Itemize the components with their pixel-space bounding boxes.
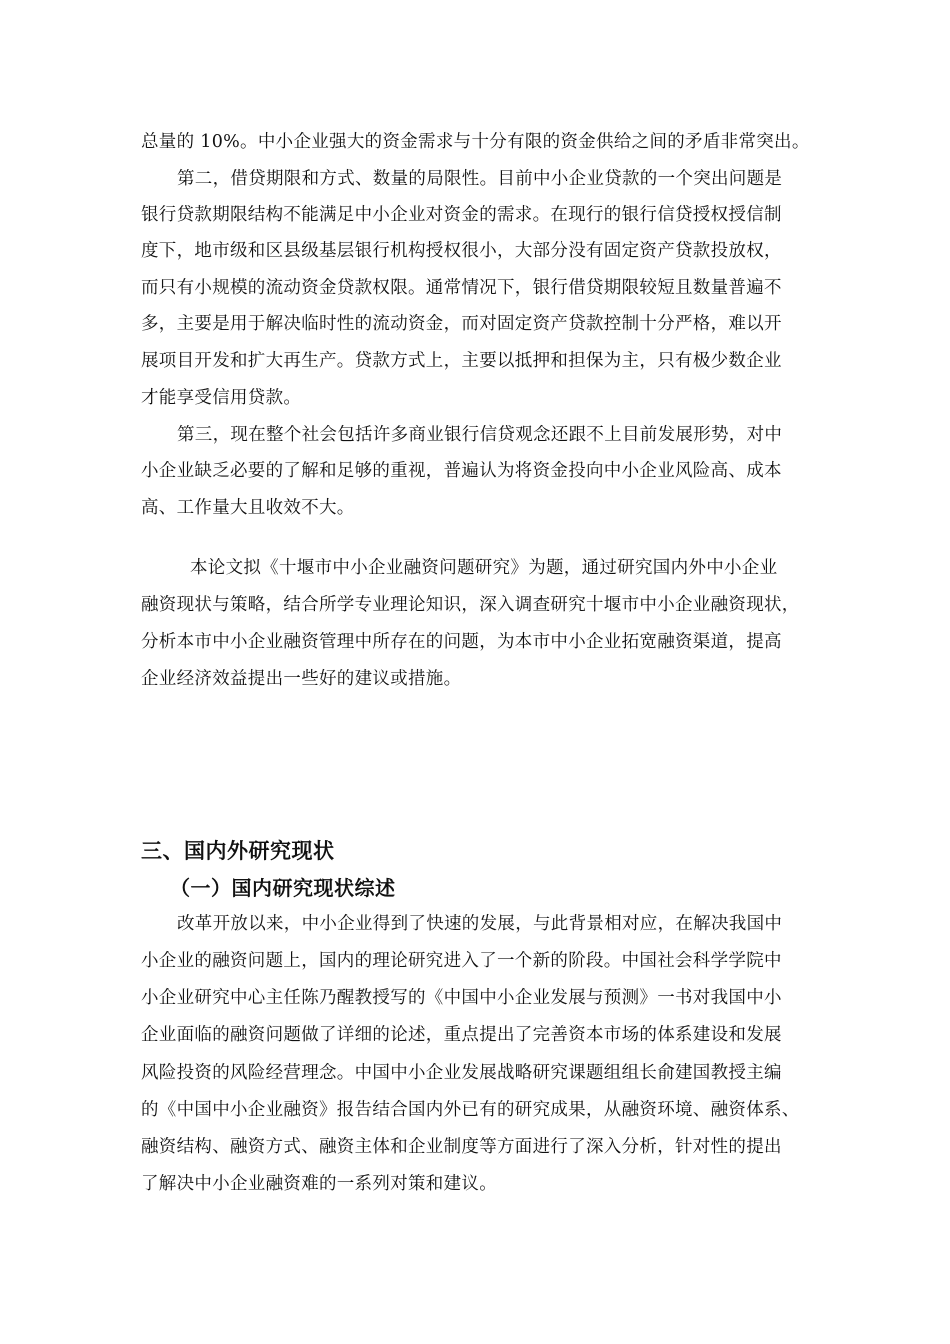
text-line: 多，主要是用于解决临时性的流动资金，而对固定资产贷款控制十分严格，难以开 [141, 314, 782, 334]
text-line: 企业面临的融资问题做了详细的论述，重点提出了完善资本市场的体系建设和发展 [141, 1025, 782, 1045]
section-heading: 三、国内外研究现状 [141, 839, 335, 863]
text-line: 的《中国中小企业融资》报告结合国内外已有的研究成果，从融资环境、融资体系、 [141, 1100, 800, 1120]
text-line: 了解决中小企业融资难的一系列对策和建议。 [141, 1174, 497, 1194]
text-line: 小企业研究中心主任陈乃醒教授写的《中国中小企业发展与预测》一书对我国中小 [141, 988, 782, 1008]
text-line: 而只有小规模的流动资金贷款权限。通常情况下，银行借贷期限较短且数量普遍不 [141, 278, 782, 298]
subsection-heading: （一）国内研究现状综述 [170, 876, 396, 900]
text-line: 第二，借贷期限和方式、数量的局限性。目前中小企业贷款的一个突出问题是 [177, 169, 783, 189]
text-line: 展项目开发和扩大再生产。贷款方式上，主要以抵押和担保为主，只有极少数企业 [141, 351, 782, 371]
text-line: 小企业的融资问题上，国内的理论研究进入了一个新的阶段。中国社会科学学院中 [141, 951, 782, 971]
text-line: 风险投资的风险经营理念。中国中小企业发展战略研究课题组组长俞建国教授主编 [141, 1063, 782, 1083]
text-line: 总量的 10%。中小企业强大的资金需求与十分有限的资金供给之间的矛盾非常突出。 [141, 132, 810, 152]
text-line: 度下，地市级和区县级基层银行机构授权很小，大部分没有固定资产贷款投放权， [141, 241, 782, 261]
text-line: 小企业缺乏必要的了解和足够的重视，普遍认为将资金投向中小企业风险高、成本 [141, 461, 782, 481]
text-line: 改革开放以来，中小企业得到了快速的发展，与此背景相对应，在解决我国中 [177, 914, 783, 934]
text-line: 高、工作量大且收效不大。 [141, 498, 355, 518]
text-line: 分析本市中小企业融资管理中所存在的问题，为本市中小企业拓宽融资渠道，提高 [141, 632, 782, 652]
text-line: 融资现状与策略，结合所学专业理论知识，深入调查研究十堰市中小企业融资现状， [141, 595, 800, 615]
text-line: 融资结构、融资方式、融资主体和企业制度等方面进行了深入分析，针对性的提出 [141, 1137, 782, 1157]
text-line: 银行贷款期限结构不能满足中小企业对资金的需求。在现行的银行信贷授权授信制 [141, 205, 782, 225]
text-line: 才能享受信用贷款。 [141, 388, 302, 408]
text-line: 本论文拟《十堰市中小企业融资问题研究》为题，通过研究国内外中小企业 [190, 558, 778, 578]
text-line: 第三，现在整个社会包括许多商业银行信贷观念还跟不上目前发展形势，对中 [177, 425, 783, 445]
text-line: 企业经济效益提出一些好的建议或措施。 [141, 669, 462, 689]
